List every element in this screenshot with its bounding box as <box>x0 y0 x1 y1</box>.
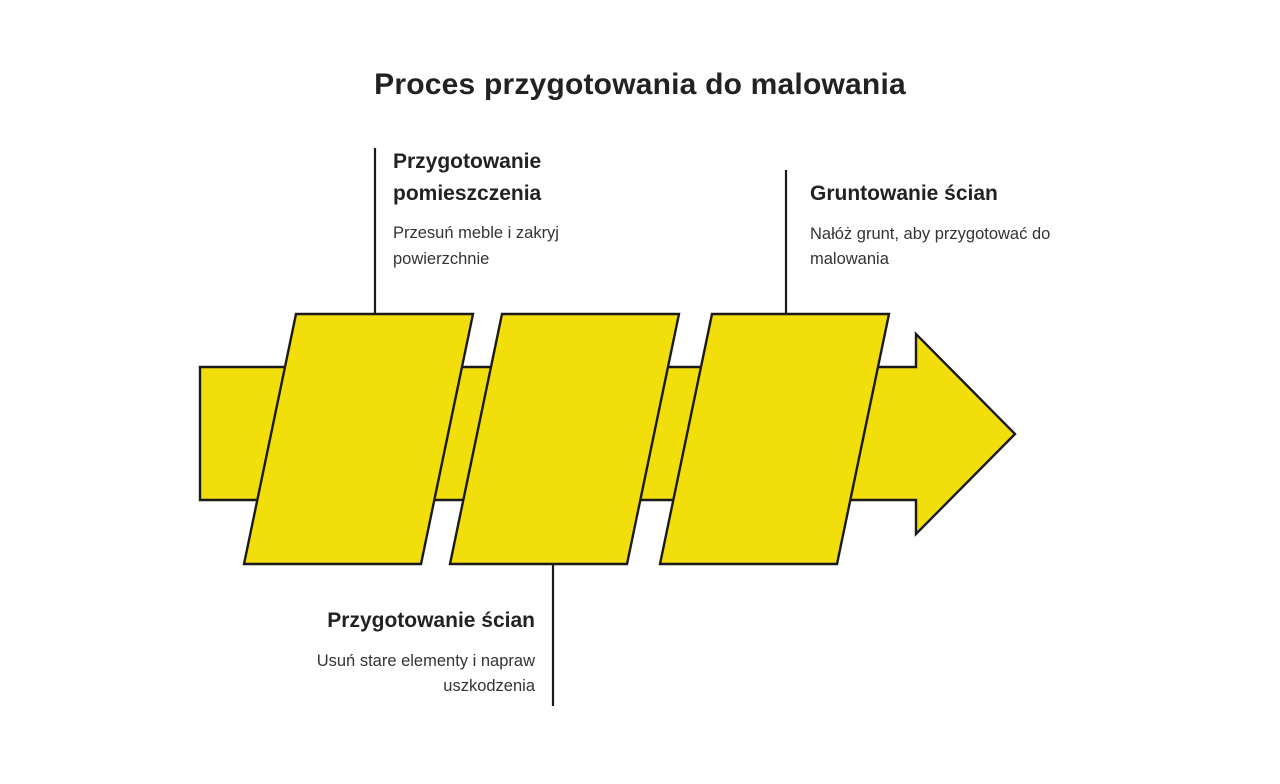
chevron-segment-1 <box>244 314 473 564</box>
callout-step-2-title: Przygotowanie ścian <box>327 609 535 632</box>
page-title: Proces przygotowania do malowania <box>374 68 906 101</box>
callout-step-1 <box>393 146 623 272</box>
chevron-segment-3 <box>660 314 889 564</box>
callout-step-3 <box>810 178 1080 273</box>
callout-step-2-description: Usuń stare elementy i napraw uszkodzenia <box>316 651 535 696</box>
callout-step-1-description: Przesuń meble i zakryj powierzchnie <box>393 224 559 268</box>
callout-step-3-description: Nałóż grunt, aby przygotować do malowania <box>810 224 1051 269</box>
callout-step-1-title: Przygotowanie pomieszczenia <box>393 150 542 205</box>
callout-step-2 <box>255 605 535 700</box>
callout-step-3-title: Gruntowanie ścian <box>810 182 998 205</box>
chevron-segment-2 <box>450 314 679 564</box>
